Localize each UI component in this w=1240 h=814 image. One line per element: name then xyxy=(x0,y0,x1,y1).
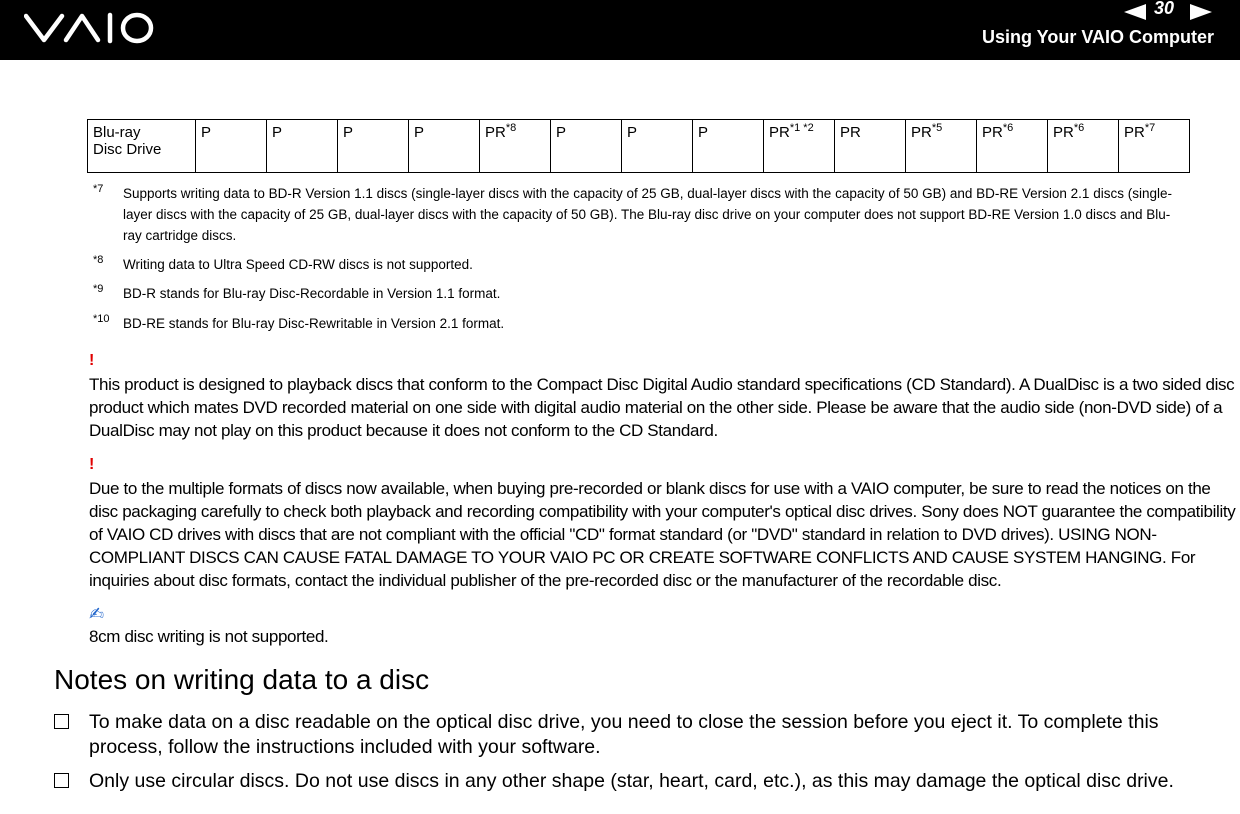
table-cell xyxy=(764,120,835,173)
cell-text: PR xyxy=(911,124,932,141)
cell-text: PR xyxy=(840,124,861,141)
table-cell xyxy=(196,120,267,173)
cell-text: P xyxy=(414,124,425,141)
vaio-logo-icon xyxy=(24,8,156,48)
table-cell xyxy=(480,120,551,173)
table-row xyxy=(88,120,1190,173)
cell-text: PR xyxy=(485,124,506,141)
pencil-note-icon: ✍ xyxy=(89,604,105,624)
drive-compatibility-table xyxy=(87,119,1190,173)
disc-format-notice: Due to the multiple formats of discs now available, when buying pre-recorded or blank discs for use with a VAIO computer, be sure to read the notices on the disc packaging carefully to check both playback and recording compatibility with your computer's optical disc drives. Sony does NOT guarantee the compatibility of VAIO CD drives with discs that are not compliant with the official "CD" format standard (or "DVD" standard in relation to DVD drives). USING NON-COMPLIANT DISCS CAN CAUSE FATAL DAMAGE TO YOUR VAIO PC OR CREATE SOFTWARE CONFLICTS AND CAUSE SYSTEM HANGING. For inquiries about disc formats, contact the individual publisher of the pre-recorded disc or the manufacturer of the recordable disc. xyxy=(89,479,1236,590)
previous-page-arrow-icon[interactable] xyxy=(1122,2,1148,22)
exclamation-icon: ! xyxy=(89,352,95,369)
table-cell xyxy=(1048,120,1119,173)
exclamation-icon: ! xyxy=(89,456,95,473)
cell-text: P xyxy=(556,124,567,141)
document-title: Using Your VAIO Computer xyxy=(981,27,1214,47)
cell-footnote-ref: *8 xyxy=(505,122,517,134)
note-text: 8cm disc writing is not supported. xyxy=(89,627,329,646)
cell-text: P xyxy=(627,124,638,141)
cell-text: P xyxy=(272,124,283,141)
cell-text: P xyxy=(698,124,709,141)
footnote-mark: *9 xyxy=(93,283,104,295)
row-label-cell xyxy=(88,120,196,173)
cell-footnote-ref: *5 xyxy=(931,122,943,134)
cell-text: PR xyxy=(982,124,1003,141)
table-cell xyxy=(267,120,338,173)
table-cell xyxy=(551,120,622,173)
list-item-text: Only use circular discs. Do not use discs in any other shape (star, heart, card, etc.), as this may damage the optical disc drive. xyxy=(89,770,1174,792)
footnote-text: Supports writing data to BD-R Version 1.1 discs (single-layer discs with the capacity of 25 GB, dual-layer discs with the capacity of 50 GB) and BD-RE Version 2.1 discs (single-layer discs with the capacity of 25 GB, dual-layer discs with the capacity of 50 GB). The Blu-ray disc drive on your computer does not support BD-RE Version 1.0 discs and Blu-ray cartridge discs. xyxy=(123,186,1172,243)
page-number: 30 xyxy=(1153,0,1175,18)
vaio-logo xyxy=(24,8,156,53)
next-page-arrow-icon[interactable] xyxy=(1188,2,1214,22)
cell-text: PR xyxy=(1053,124,1074,141)
cell-text: P xyxy=(201,124,212,141)
table-cell xyxy=(1119,120,1190,173)
dualdisc-notice: This product is designed to playback discs that conform to the Compact Disc Digital Audio standard specifications (CD Standard). A DualDisc is a two sided disc product which mates DVD recorded material on one side with digital audio material on the other side. Please be aware that the audio side (non-DVD side) of a DualDisc may not play on this product because it does not conform to the CD Standard. xyxy=(89,375,1235,440)
page-header xyxy=(0,0,1240,60)
table-cell xyxy=(693,120,764,173)
list-item-text: To make data on a disc readable on the optical disc drive, you need to close the session before you eject it. To complete this process, follow the instructions included with your software. xyxy=(89,711,1159,758)
footnote-mark: *8 xyxy=(93,254,104,266)
row-label-line1: Blu-ray xyxy=(93,124,141,141)
checkbox-bullet-icon xyxy=(54,714,69,729)
table-cell xyxy=(977,120,1048,173)
table-cell xyxy=(835,120,906,173)
table-cell xyxy=(338,120,409,173)
section-heading: Notes on writing data to a disc xyxy=(54,664,430,695)
cell-footnote-ref: *6 xyxy=(1002,122,1014,134)
cell-footnote-ref: *7 xyxy=(1144,122,1156,134)
footnote-text: BD-R stands for Blu-ray Disc-Recordable in Version 1.1 format. xyxy=(123,286,501,301)
cell-text: PR xyxy=(769,124,790,141)
footnote-text: BD-RE stands for Blu-ray Disc-Rewritable in Version 2.1 format. xyxy=(123,316,505,331)
table-cell xyxy=(906,120,977,173)
footnote-text: Writing data to Ultra Speed CD-RW discs is not supported. xyxy=(123,257,473,272)
cell-text: P xyxy=(343,124,354,141)
cell-footnote-ref: *1 *2 xyxy=(789,122,814,134)
footnote-mark: *7 xyxy=(93,183,104,195)
row-label-line2: Disc Drive xyxy=(93,141,162,158)
checkbox-bullet-icon xyxy=(54,773,69,788)
cell-text: PR xyxy=(1124,124,1145,141)
footnote-mark: *10 xyxy=(93,313,110,325)
table-cell xyxy=(622,120,693,173)
table-cell xyxy=(409,120,480,173)
cell-footnote-ref: *6 xyxy=(1073,122,1085,134)
